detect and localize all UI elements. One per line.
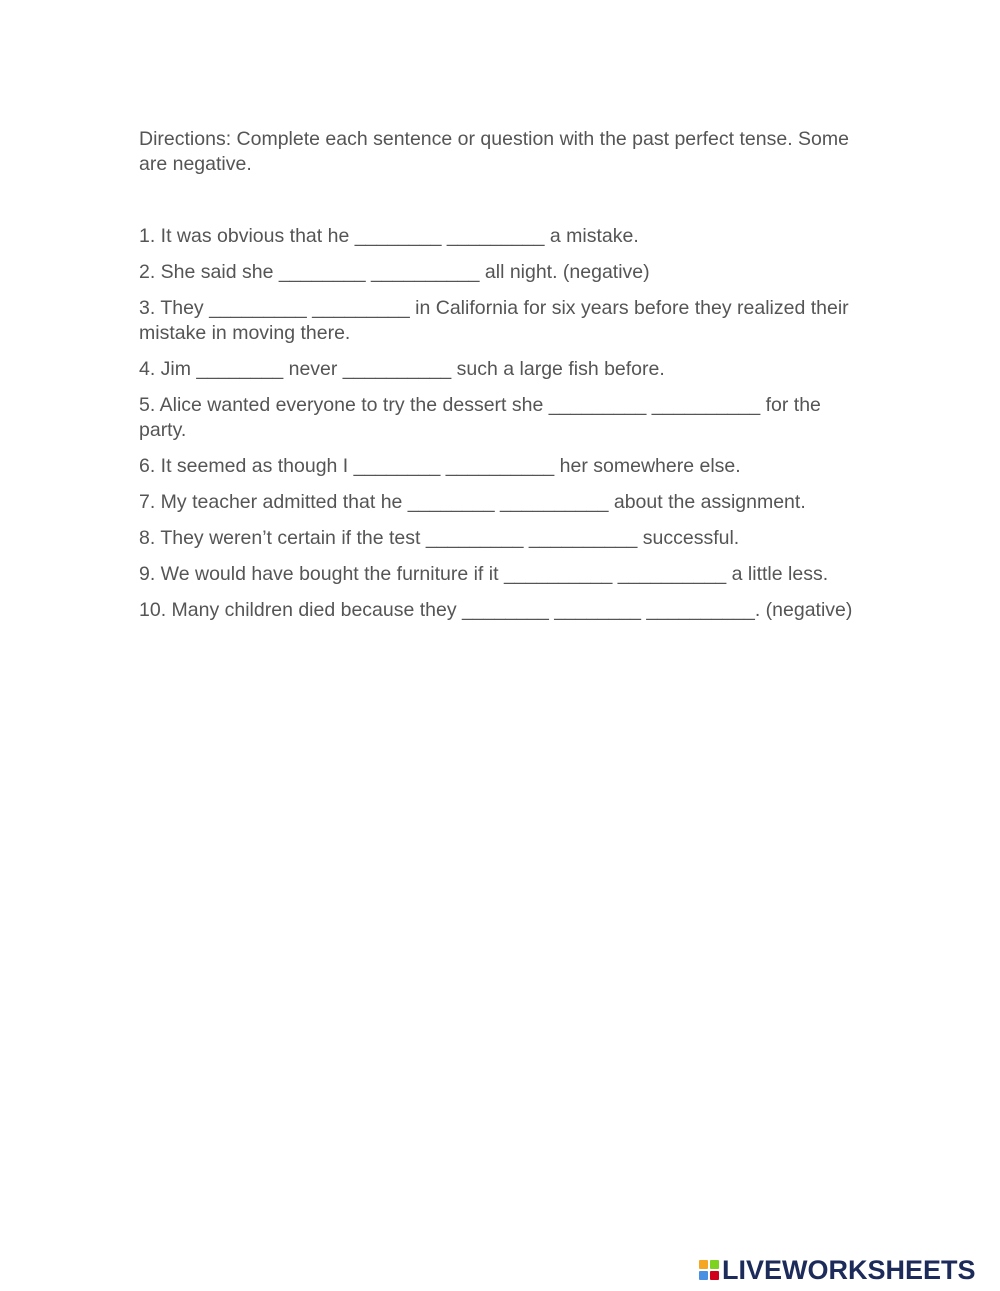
logo-text: LIVEWORKSHEETS: [722, 1255, 976, 1285]
worksheet: [139, 127, 869, 634]
logo-square: [710, 1260, 719, 1269]
question-list: [139, 224, 869, 623]
logo-square: [710, 1271, 719, 1280]
question-item: 5. Alice wanted everyone to try the dessert she _________ __________ for the party.: [139, 394, 821, 441]
directions-text: Directions: Complete each sentence or question with the past perfect tense. Some are negative.: [139, 128, 849, 175]
question-item: 8. They weren’t certain if the test _________ __________ successful.: [139, 527, 740, 549]
question-item: 3. They _________ _________ in California for six years before they realized their mistake in moving there.: [139, 297, 849, 344]
logo-square: [699, 1271, 708, 1280]
question-item: 2. She said she ________ __________ all night. (negative): [139, 261, 650, 283]
question-item: 6. It seemed as though I ________ __________ her somewhere else.: [139, 455, 741, 477]
question-item: 10. Many children died because they ________ ________ __________. (negative): [139, 599, 853, 621]
liveworksheets-logo: [699, 1255, 976, 1285]
question-item: 1. It was obvious that he ________ _________ a mistake.: [139, 225, 639, 247]
question-item: 7. My teacher admitted that he ________ __________ about the assignment.: [139, 491, 806, 513]
question-item: 4. Jim ________ never __________ such a large fish before.: [139, 358, 665, 380]
question-item: 9. We would have bought the furniture if it __________ __________ a little less.: [139, 563, 829, 585]
logo-mark-icon: [699, 1260, 719, 1280]
logo-square: [699, 1260, 708, 1269]
